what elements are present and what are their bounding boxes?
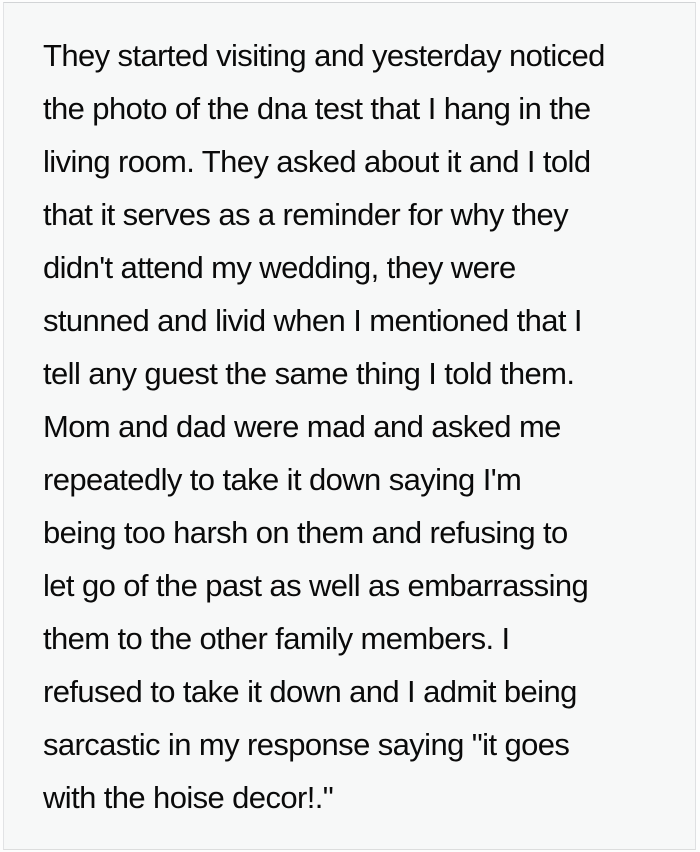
post-text-line: let go of the past as well as embarrassing [43, 568, 589, 603]
post-text-line: living room. They asked about it and I told [43, 144, 591, 179]
post-text-line: They started visiting and yesterday noticed [43, 38, 605, 73]
post-text-line: refused to take it down and I admit being [43, 674, 577, 709]
post-card [3, 2, 696, 850]
post-text-line: the photo of the dna test that I hang in the [43, 91, 591, 126]
post-text-line: that it serves as a reminder for why they [43, 197, 569, 232]
post-text-line: repeatedly to take it down saying I'm [43, 462, 522, 497]
post-text-line: stunned and livid when I mentioned that I [43, 303, 582, 338]
post-text-line: being too harsh on them and refusing to [43, 515, 568, 550]
post-text-line: them to the other family members. I [43, 621, 510, 656]
post-text-line: with the hoise decor!." [43, 780, 334, 815]
post-text-line: tell any guest the same thing I told them. [43, 356, 575, 391]
post-body-text [4, 3, 695, 824]
post-text-line: sarcastic in my response saying "it goes [43, 727, 570, 762]
post-text-line: didn't attend my wedding, they were [43, 250, 516, 285]
post-text-line: Mom and dad were mad and asked me [43, 409, 561, 444]
